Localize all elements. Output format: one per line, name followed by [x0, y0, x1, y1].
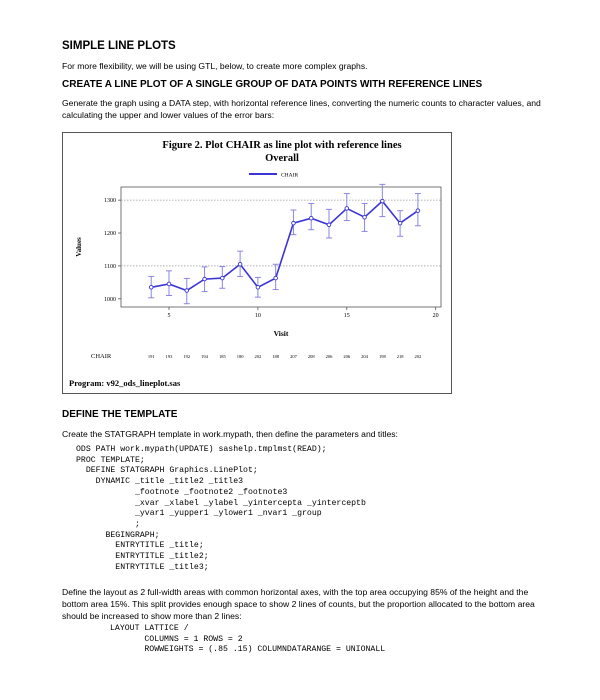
series-line-chair: [151, 201, 418, 291]
section2-paragraph: Create the STATGRAPH template in work.mypath, then define the parameters and titles:: [62, 429, 398, 439]
figure-panel: [62, 132, 452, 394]
data-point: [345, 207, 349, 211]
section1-heading: CREATE A LINE PLOT OF A SINGLE GROUP OF DATA POINTS WITH REFERENCE LINES: [62, 79, 483, 90]
count-value: 193: [165, 354, 173, 359]
section3-paragraph: Define the layout as 2 full-width areas with common horizontal axes, with the top area occupying 85% of the height and the bottom area 15%. This split provides enough space to show 2 lines of counts, but the proportion allocated to the bottom area should be increased to show more than 2 lines:: [62, 587, 535, 621]
data-point: [363, 215, 367, 219]
count-value: 191: [147, 354, 155, 359]
y-tick-label: 1100: [104, 263, 116, 270]
y-tick-label: 1000: [104, 296, 116, 303]
count-value: 218: [396, 354, 404, 359]
count-value: 202: [254, 354, 262, 359]
code-block-template: ODS PATH work.mypath(UPDATE) sashelp.tmplmst(READ); PROC TEMPLATE; DEFINE STATGRAPH Graphics.LinePlot; DYNAMIC _title _title2 _title3 _footnote _footnote2 _footnote3 _xvar _xlabel _ylabel _yintercepta _yinterceptb _yvar1 _yupper1 _ylower1 _nvar1 _group ; BEGINGRAPH; ENTRYTITLE _title; ENTRYTITLE _title2; ENTRYTITLE _title3;: [76, 445, 366, 572]
count-row-label: CHAIR: [91, 353, 112, 360]
section1-paragraph: Generate the graph using a DATA step, with horizontal reference lines, converting the numeric counts to character values, and calculating the upper and lower values of the error bars:: [62, 98, 541, 120]
chart-subtitle: Overall: [265, 153, 299, 164]
data-point: [292, 221, 296, 225]
data-point: [309, 216, 313, 220]
data-point: [185, 289, 189, 293]
code-block-layout: LAYOUT LATTICE / COLUMNS = 1 ROWS = 2 ROWWEIGHTS = (.85 .15) COLUMNDATARANGE = UNIONALL: [110, 624, 386, 655]
program-label: Program: v92_ods_lineplot.sas: [69, 378, 181, 388]
data-point: [149, 285, 153, 289]
data-point: [416, 209, 420, 213]
x-tick-label: 5: [167, 313, 171, 319]
count-value: 185: [218, 354, 226, 359]
x-tick-label: 20: [432, 313, 439, 319]
count-value: 198: [378, 354, 386, 359]
y-tick-label: 1300: [104, 198, 116, 205]
data-point: [398, 221, 402, 225]
main-heading: SIMPLE LINE PLOTS: [62, 40, 176, 52]
x-tick-label: 15: [343, 313, 350, 319]
y-axis-label: Values: [75, 237, 83, 257]
data-point: [381, 199, 385, 203]
data-point: [327, 223, 331, 227]
chart-title: Figure 2. Plot CHAIR as line plot with reference lines: [162, 140, 402, 151]
count-value: 206: [343, 354, 351, 359]
data-point: [167, 282, 171, 286]
data-point: [221, 276, 225, 280]
count-value: 180: [236, 354, 244, 359]
count-value: 208: [307, 354, 315, 359]
count-value: 194: [201, 354, 208, 359]
data-point: [274, 276, 278, 280]
count-value: 206: [325, 354, 333, 359]
data-point: [203, 277, 207, 281]
legend-label: CHAIR: [281, 172, 299, 179]
count-value: 188: [272, 354, 280, 359]
x-tick-label: 10: [254, 313, 261, 319]
line-chart: [63, 133, 451, 393]
count-value: 192: [183, 354, 191, 359]
count-value: 202: [414, 354, 422, 359]
count-value: 204: [361, 354, 368, 359]
data-point: [238, 262, 242, 266]
y-tick-label: 1200: [104, 231, 116, 238]
intro-paragraph: For more flexibility, we will be using GTL, below, to create more complex graphs.: [62, 61, 368, 71]
x-axis-label: Visit: [273, 329, 289, 338]
count-value: 207: [290, 354, 297, 359]
data-point: [256, 285, 260, 289]
section2-heading: DEFINE THE TEMPLATE: [62, 409, 178, 420]
